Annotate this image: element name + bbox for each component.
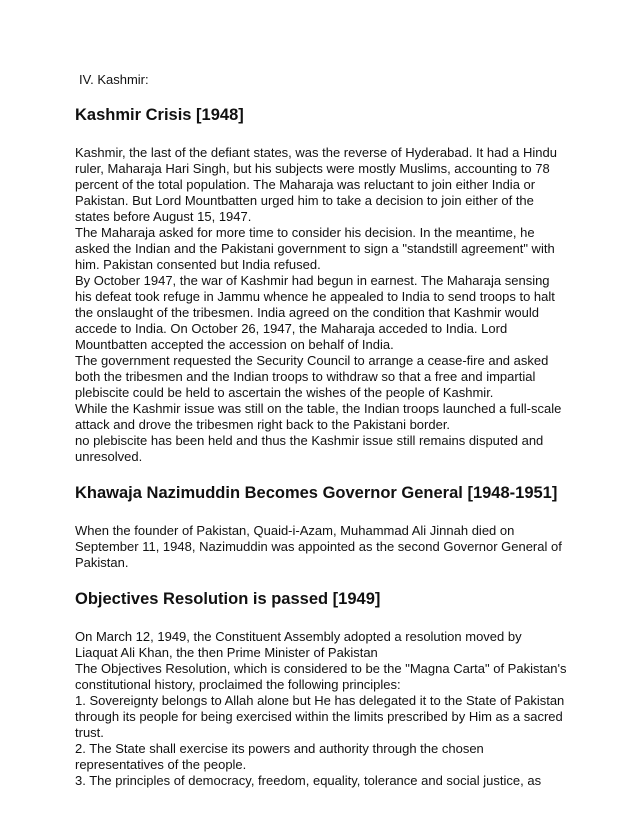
document-page [75, 72, 567, 807]
section-kashmir-crisis [75, 105, 567, 465]
paragraph: The government requested the Security Council to arrange a cease-fire and asked both the tribesmen and the Indian troops to withdraw so that a free and impartial plebiscite could be held to ascertain the wishes of the people of Kashmir. [75, 353, 549, 400]
section-nazimuddin [75, 483, 567, 571]
paragraph: 1. Sovereignty belongs to Allah alone but He has delegated it to the State of Pakistan through its people for being exercised within the limits prescribed by Him as a sacred trust. [75, 693, 565, 740]
paragraph: By October 1947, the war of Kashmir had begun in earnest. The Maharaja sensing his defeat took refuge in Jammu whence he appealed to India to send troops to halt the onslaught of the tribesmen. India agreed on the condition that Kashmir would accede to India. On October 26, 1947, the Maharaja acceded to India. Lord Mountbatten accepted the accession on behalf of India. [75, 273, 555, 352]
paragraph: The Maharaja asked for more time to consider his decision. In the meantime, he asked the Indian and the Pakistani government to sign a "standstill agreement" with him. Pakistan consented but India refused. [75, 225, 555, 272]
heading-nazimuddin: Khawaja Nazimuddin Becomes Governor General [1948-1951] [75, 484, 558, 502]
paragraph: While the Kashmir issue was still on the table, the Indian troops launched a full-scale attack and drove the tribesmen right back to the Pakistani border. [75, 401, 562, 432]
paragraph: When the founder of Pakistan, Quaid-i-Azam, Muhammad Ali Jinnah died on September 11, 1948, Nazimuddin was appointed as the second Governor General of Pakistan. [75, 523, 562, 570]
paragraph: The Objectives Resolution, which is considered to be the "Magna Carta" of Pakistan's constitutional history, proclaimed the following principles: [75, 661, 567, 692]
paragraph: On March 12, 1949, the Constituent Assembly adopted a resolution moved by Liaquat Ali Khan, the then Prime Minister of Pakistan [75, 629, 522, 660]
paragraph: 3. The principles of democracy, freedom, equality, tolerance and social justice, as [75, 773, 542, 788]
heading-kashmir-crisis: Kashmir Crisis [1948] [75, 106, 244, 124]
paragraph: Kashmir, the last of the defiant states, was the reverse of Hyderabad. It had a Hindu ruler, Maharaja Hari Singh, but his subjects were mostly Muslims, accounting to 78 percent of the total population. The Maharaja was reluctant to join either India or Pakistan. But Lord Mountbatten urged him to take a decision to join either of the states before August 15, 1947. [75, 145, 557, 224]
paragraph: 2. The State shall exercise its powers and authority through the chosen representatives of the people. [75, 741, 484, 772]
paragraph: no plebiscite has been held and thus the Kashmir issue still remains disputed and unresolved. [75, 433, 544, 464]
section-label: IV. Kashmir: [79, 72, 149, 87]
section-objectives-resolution [75, 589, 567, 789]
heading-objectives-resolution: Objectives Resolution is passed [1949] [75, 590, 381, 608]
